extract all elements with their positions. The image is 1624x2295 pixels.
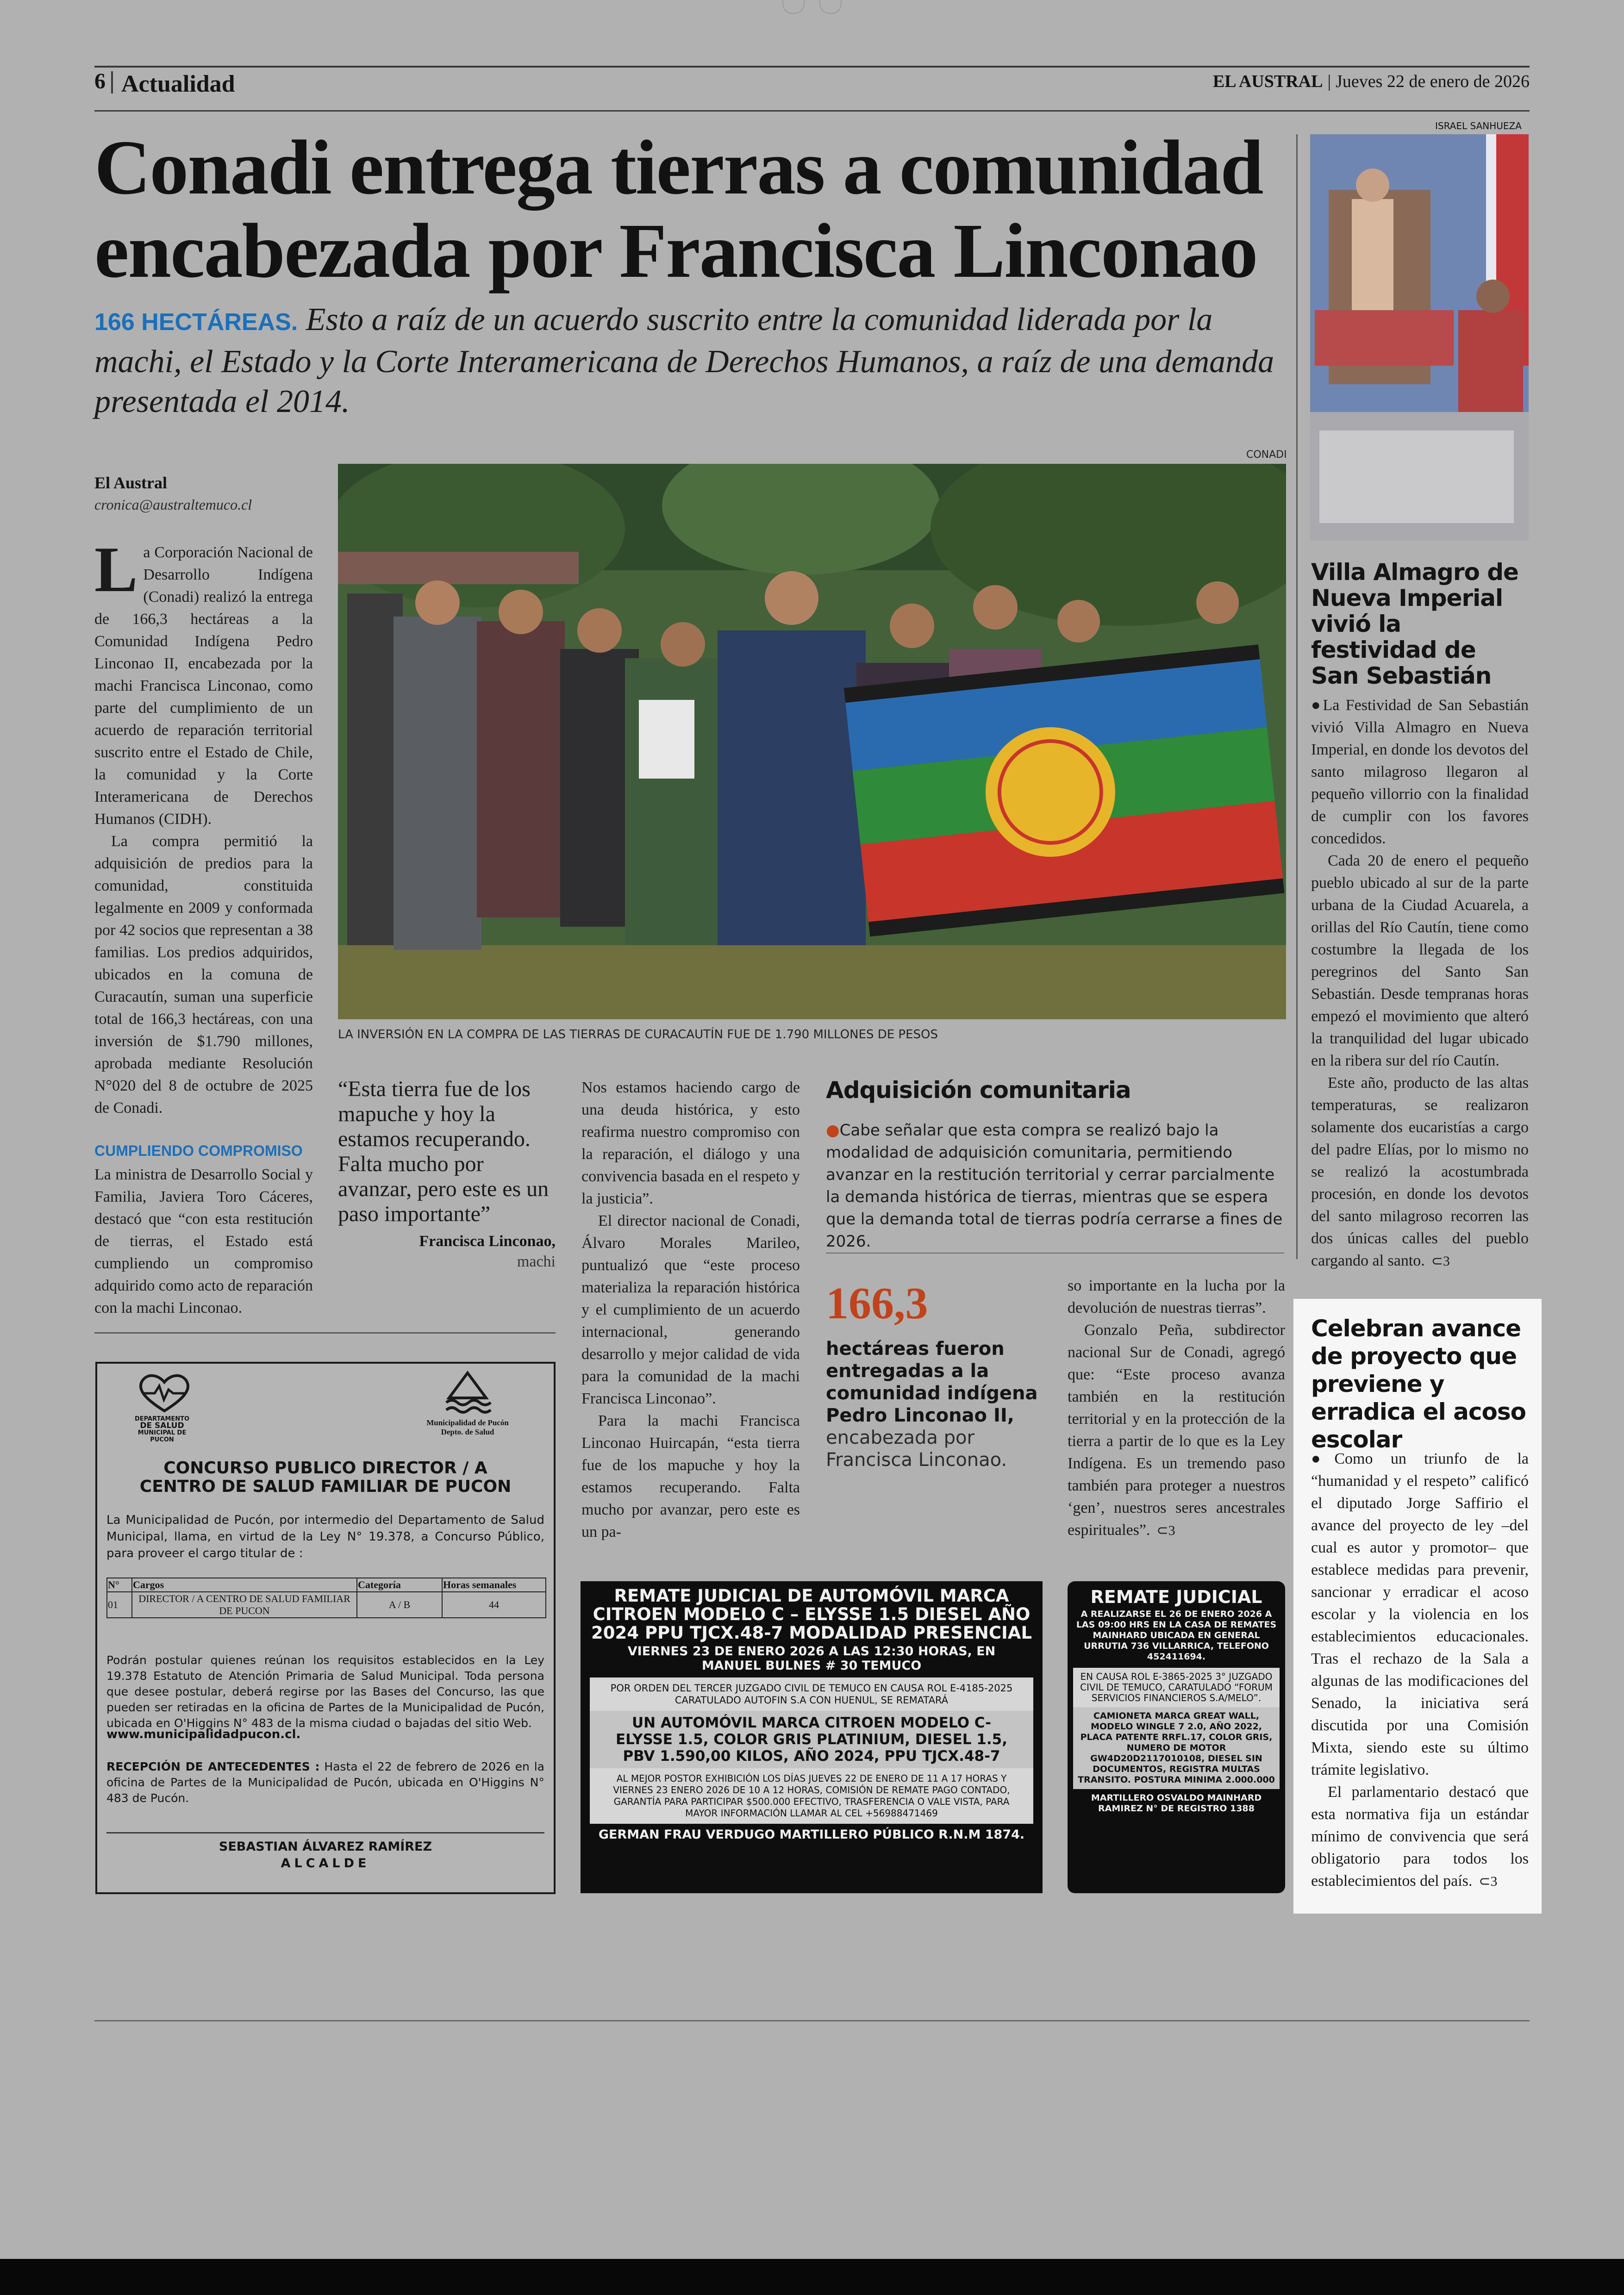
remate2-item: CAMIONETA MARCA GREAT WALL, MODELO WINGLE 7 2.0, AÑO 2022, PLACA PATENTE RRFL.17, COLOR GRIS, NUMERO DE MOTOR GW4D20D2117010108, DIESEL SIN DOCUMENTOS, REGISTRA MULTAS TRANSITO. POSTURA MINIMA 2.000.000 — [1073, 1707, 1280, 1789]
sidebar-story1-body — [1311, 694, 1529, 1272]
box-divider — [826, 1253, 1284, 1254]
header-bottom-rule — [94, 110, 1530, 112]
remate1-footer: GERMAN FRAU VERDUGO MARTILLERO PÚBLICO R.N.M 1874. — [598, 1827, 1025, 1842]
bullet-icon — [1311, 697, 1323, 714]
deck — [94, 300, 1293, 422]
article-paragraph: Este año, producto de las altas temperaturas, se realizaron solamente dos eucaristías a cargo del padre Elías, por lo mismo no se realizó la acostumbrada procesión, en donde los devotos del santo milagroso recorren las dos únicas calles del pueblo cargando al santo. ⊂3 — [1311, 1074, 1529, 1269]
positions-table — [106, 1578, 546, 1618]
page-number: 6 — [94, 69, 106, 94]
remate1-item: UN AUTOMÓVIL MARCA CITROEN MODELO C- ELYSSE 1.5, COLOR GRIS PLATINIUM, DIESEL 1.5, PBV 1.590,00 KILOS, AÑO 2024, PPU TJCX.48-7 — [590, 1711, 1033, 1768]
article-paragraph: La compra permitió la adquisición de predios para la comunidad, constituida legalmente en 2009 y conformada por 42 socios que representan a 38 familias. Los predios adquiridos, ubicados en la comuna de Curacautín, suman una superficie total de 166,3 hectáreas, con una inversión de $1.790 millones, aprobada mediante Resolución N°020 del 8 de octubre de 2025 de Conadi. — [94, 833, 313, 1116]
remate1-schedule: VIERNES 23 DE ENERO 2026 A LAS 12:30 HORAS, EN MANUEL BULNES # 30 TEMUCO — [627, 1644, 996, 1673]
article-column-5 — [1068, 1275, 1285, 1542]
sidebar-story2-title: Celebran avance de proyecto que previene y erradica el acoso escolar — [1311, 1315, 1526, 1453]
publication-date: Jueves 22 de enero de 2026 — [1336, 72, 1530, 91]
sidebar-photo-image — [1310, 134, 1529, 541]
article-column-1 — [94, 534, 313, 1119]
main-photo-image — [338, 464, 1286, 1019]
ads-divider-left — [94, 1332, 556, 1334]
article-paragraph: El parlamentario destacó que esta normativa fija un estándar mínimo de convivencia que será obligatorio para todos los establecimientos del país. ⊂3 — [1311, 1784, 1529, 1890]
stat-bold: hectáreas fueron entregadas a la comunidad indígena Pedro Linconao II, — [826, 1338, 1038, 1426]
byline-email[interactable]: cronica@australtemuco.cl — [94, 496, 252, 513]
publication-name: EL AUSTRAL — [1212, 72, 1323, 91]
header-top-rule — [94, 66, 1530, 68]
drop-cap: L — [94, 534, 138, 605]
sidebar-photo-credit: ISRAEL SANHUEZA — [1435, 120, 1522, 131]
byline-author: El Austral — [94, 474, 168, 492]
stat-text — [826, 1338, 1043, 1471]
ad-remate-automovil — [581, 1581, 1043, 1893]
back-nav-icon[interactable] — [782, 0, 805, 14]
remate2-case: EN CAUSA ROL E-3865-2025 3° JUZGADO CIVIL DE TEMUCO, CARATULADO “FORUM SERVICIOS FINANCIEROS S.A/MELO”. — [1073, 1668, 1280, 1707]
remate1-order: POR ORDEN DEL TERCER JUZGADO CIVIL DE TEMUCO EN CAUSA ROL E-4185-2025 CARATULADO AUTOFIN S.A CON HUENUL, SE REMATARÁ — [590, 1678, 1033, 1711]
subhead-cumpliendo: CUMPLIENDO COMPROMISO — [94, 1142, 303, 1159]
remate1-title: REMATE JUDICIAL DE AUTOMÓVIL MARCA CITROEN MODELO C – ELYSSE 1.5 DIESEL AÑO 2024 PPU TJCX.48-7 MODALIDAD PRESENCIAL — [591, 1586, 1032, 1643]
ad-pucon — [95, 1362, 556, 1894]
heart-pulse-icon — [134, 1372, 194, 1414]
remate1-terms: AL MEJOR POSTOR EXHIBICIÓN LOS DÍAS JUEVES 22 DE ENERO DE 11 A 17 HORAS Y VIERNES 23 ENERO 2026 DE 10 A 12 HORAS, COMISIÓN DE REMATE PAGO CONTADO, GARANTÍA PARA PARTICIPAR $500.000 EFECTIVO, TRASFERENCIA O VALE VISTA, PARA MAYOR INFORMACIÓN LLAMAR AL CEL +56988471469 — [590, 1768, 1033, 1824]
health-dept-logo-text: DEPARTAMENTO DE SALUD MUNICIPAL DE PUCON — [134, 1416, 190, 1443]
health-dept-logo — [134, 1372, 190, 1443]
article-paragraph: La Corporación Nacional de Desarrollo Indígena (Conadi) realizó la entrega de 166,3 hectáreas a la Comunidad Indígena Pedro Linconao II, encabezada por la machi Francisca Linconao, como parte del cumplimiento de un acuerdo de reparación territorial suscrito entre el Estado de Chile, la comunidad y la Corte Interamericana de Derechos Humanos (CIDH). — [94, 534, 313, 828]
bullet-icon — [1311, 1450, 1334, 1467]
ad-pucon-signer: SEBASTIAN ÁLVAREZ RAMÍREZ ALCALDE — [219, 1840, 432, 1871]
ad-remate-camioneta — [1068, 1581, 1285, 1893]
article-paragraph: El director nacional de Conadi, Álvaro Morales Marileo, puntualizó que “este proceso materializa la reparación histórica y el cumplimiento de un acuerdo internacional, generando desarrollo y mejor calidad de vida para la comunidad de la machi Francisca Linconao”. — [581, 1212, 800, 1407]
article-paragraph: Cada 20 de enero el pequeño pueblo ubicado al sur de la parte urbana de la Ciudad Acuarela, a orillas del Río Cautín, tiene como costumbre la llegada de los peregrinos del Santo San Sebastián. Desde tempranas horas empezó el movimiento que alteró la tranquilidad del lugar ubicado en la ribera sur del río Cautín. — [1311, 852, 1529, 1069]
sidebar-vertical-rule — [1296, 134, 1298, 1259]
article-paragraph: La ministra de Desarrollo Social y Familia, Javiera Toro Cáceres, destacó que “con esta restitución de tierras, el Estado está cumpliendo un compromiso adquirido como acto de reparación con la machi Linconao. — [94, 1166, 313, 1316]
page-bottom-rule — [94, 2020, 1530, 2021]
ad-pucon-title: CONCURSO PUBLICO DIRECTOR / A CENTRO DE SALUD FAMILIAR DE PUCON — [139, 1459, 512, 1496]
main-photo — [338, 464, 1286, 1019]
pull-quote: “Esta tierra fue de los mapuche y hoy la estamos recuperando. Falta mucho por avanzar, pero este es un paso importante” — [338, 1077, 549, 1226]
deck-text: Esto a raíz de un acuerdo suscrito entre la comunidad liderada por la machi, el Estado y la Corte Interamericana de Derechos Humanos, a raíz de una demanda presentada el 2014. — [94, 302, 1274, 419]
municipality-logo — [421, 1370, 514, 1437]
header-separator: | — [1327, 72, 1331, 91]
main-headline: Conadi entrega tierras a comunidad encabezada por Francisca Linconao — [94, 125, 1263, 294]
forward-nav-icon[interactable] — [819, 0, 842, 14]
quote-author-role: machi — [517, 1253, 556, 1270]
remate2-title: REMATE JUDICIAL — [1090, 1587, 1262, 1607]
ad-pucon-requirements: Podrán postular quienes reúnan los requisitos establecidos en la Ley 19.378 Estatuto de Atención Primaria de Salud Municipal. Toda persona que desee postular, deberá regirse por las Bases del Concurso, las que pueden ser retiradas en la oficina de Partes de la Municipalidad de Pucón, ubicada en O'Higgins N° 483 de la misma ciudad o bajadas del sitio Web. — [106, 1653, 544, 1730]
box-text: ●Cabe señalar que esta compra se realizó bajo la modalidad de adquisición comunitaria, permitiendo avanzar en la restitución territorial y cerrar parcialmente la demanda histórica de tierras, mientras que se espera que la demanda total de tierras podría cerrarse a fines de 2026. — [826, 1121, 1283, 1251]
article-column-3 — [581, 1077, 800, 1543]
quote-author — [338, 1231, 556, 1272]
end-mark-icon: ⊂3 — [1156, 1523, 1175, 1538]
table-header-row: N° Cargos Categoría Horas semanales — [107, 1578, 546, 1592]
deck-kicker: 166 HECTÁREAS. — [94, 309, 298, 336]
sidebar-story1-title: Villa Almagro de Nueva Imperial vivió la festividad de San Sebastián — [1311, 559, 1518, 689]
sidebar-photo — [1310, 134, 1529, 541]
mapuche-flag — [844, 644, 1285, 936]
ad-pucon-website[interactable]: www.municipalidadpucon.cl. — [106, 1727, 301, 1741]
ad-pucon-intro: La Municipalidad de Pucón, por intermedio del Departamento de Salud Municipal, llama, en virtud de la Ley N° 19.378, a Concurso Público, para proveer el cargo titular de : — [106, 1513, 544, 1560]
article-paragraph: Para la machi Francisca Linconao Huircapán, “esta tierra fue de los mapuche y hoy la estamos recuperando. Falta mucho por avanzar, pero este es un pa- — [581, 1412, 800, 1540]
article-column-1-cont — [94, 1164, 313, 1319]
end-mark-icon: ⊂3 — [1431, 1254, 1450, 1269]
municipality-logo-text: Municipalidad de Pucón Depto. de Salud — [426, 1418, 509, 1436]
photo-caption: LA INVERSIÓN EN LA COMPRA DE LAS TIERRAS DE CURACAUTÍN FUE DE 1.790 MILLONES DE PESOS — [338, 1028, 938, 1041]
signature-line — [106, 1832, 544, 1834]
ad-pucon-reception: RECEPCIÓN DE ANTECEDENTES : Hasta el 22 de febrero de 2026 en la oficina de Partes de la Municipalidad de Pucón, ubicada en O'Higgins N° 483 de Pucón. — [106, 1760, 545, 1805]
article-paragraph: Gonzalo Peña, subdirector nacional Sur de Conadi, agregó que: “Este proceso avanza también en la restitución territorial y en la protección de la tierra a partir de lo que es la Ley Indígena. Es un tremendo paso también para proteger a nuestros ‘gen’, nuestros seres ancestrales espirituales”. ⊂3 — [1068, 1322, 1285, 1539]
end-mark-icon: ⊂3 — [1479, 1874, 1498, 1889]
remate2-footer: MARTILLERO OSVALDO MAINHARD RAMIREZ N° DE REGISTRO 1388 — [1091, 1793, 1262, 1814]
article-paragraph: ● Como un triunfo de la “humanidad y el respeto” calificó el diputado Jorge Saffirio el avance del proyecto de ley –del cual es autor y promotor– que establece medidas para prevenir, sancionar y erradicar el acoso escolar y la violencia en los establecimientos educacionales. Tras el rechazo de la Sala a algunas de las modificaciones del Senado, la iniciativa será discutida por una Comisión Mixta, siendo este su último trámite legislativo. — [1311, 1448, 1529, 1781]
section-label: Actualidad — [121, 71, 235, 97]
article-paragraph: Nos estamos haciendo cargo de una deuda histórica, y esto reafirma nuestro compromiso con la reparación, el diálogo y una convivencia basada en el respeto y la justicia”. — [581, 1079, 800, 1207]
stat-rest: encabezada por Francisca Linconao. — [826, 1427, 1007, 1471]
header-publication-line — [1213, 71, 1530, 92]
stat-number: 166,3 — [826, 1278, 928, 1328]
sidebar-story2-body — [1311, 1448, 1529, 1893]
page-number-divider — [111, 71, 113, 94]
remate2-intro: A REALIZARSE EL 26 DE ENERO 2026 A LAS 09:00 HRS EN LA CASA DE REMATES MAINHARD UBICADA EN GENERAL URRUTIA 736 VILLARRICA, TELEFONO 452411694. — [1076, 1609, 1277, 1662]
box-bullet: ● — [826, 1121, 840, 1140]
photo-credit: CONADI — [1246, 449, 1287, 461]
article-paragraph: so importante en la lucha por la devolución de nuestras tierras”. — [1068, 1277, 1285, 1316]
article-paragraph: ● La Festividad de San Sebastián vivió Villa Almagro en Nueva Imperial, en donde los devotos del santo milagroso llegaron al pequeño villorrio con la finalidad de cumplir con los favores concedidos. — [1311, 694, 1529, 850]
table-row: 01 DIRECTOR / A CENTRO DE SALUD FAMILIAR DE PUCON A / B 44 — [107, 1592, 546, 1618]
box-title: Adquisición comunitaria — [826, 1077, 1131, 1104]
volcano-waves-icon — [440, 1370, 495, 1416]
viewer-bottom-bar — [0, 2259, 1624, 2295]
quote-author-name: Francisca Linconao, — [419, 1233, 556, 1250]
